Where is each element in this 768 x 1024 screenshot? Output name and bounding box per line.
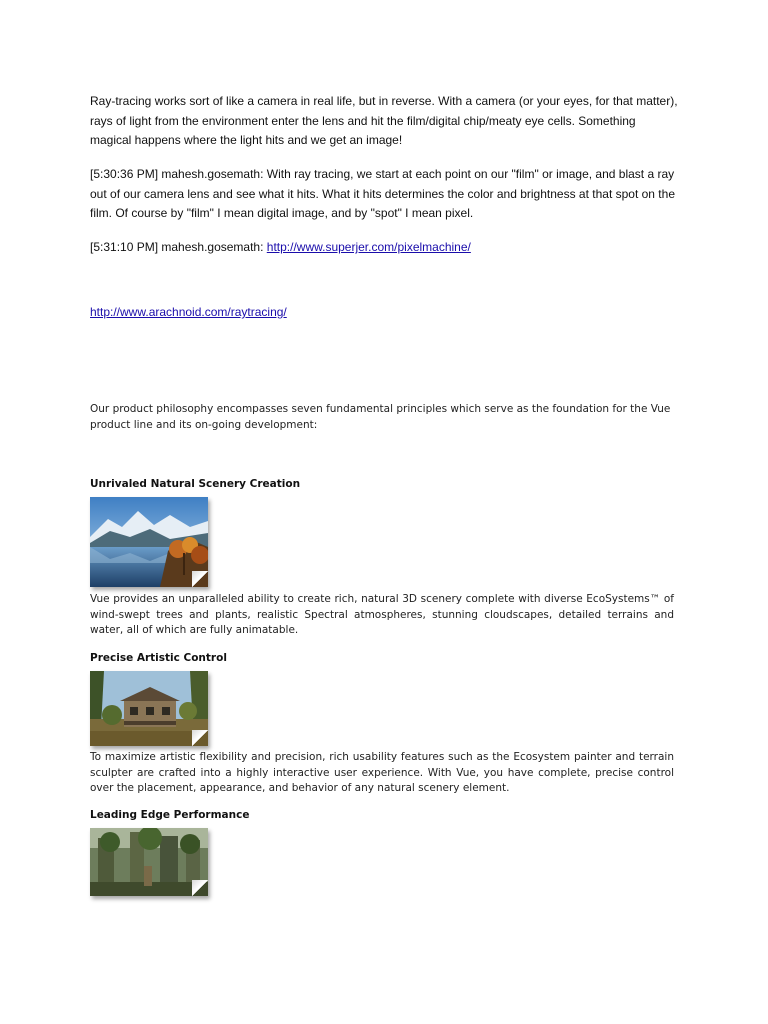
chat-message-2-prefix: [5:31:10 PM] mahesh.gosemath:: [90, 240, 267, 254]
lake-mountain-image: [90, 497, 208, 587]
page-curl-icon: [192, 880, 208, 896]
chat-message-2: [90, 238, 680, 258]
arachnoid-link[interactable]: http://www.arachnoid.com/raytracing/: [90, 305, 287, 319]
philosophy-paragraph: Our product philosophy encompasses seven fundamental principles which serve as the foundation for the Vue product line and its on-going development:: [90, 403, 671, 431]
forest-house-image: [90, 671, 208, 746]
superjer-link[interactable]: http://www.superjer.com/pixelmachine/: [266, 240, 471, 254]
section-body-scenery: Vue provides an unparalleled ability to create rich, natural 3D scenery complete with diverse EcoSystems™ of wind-swept trees and plants, realistic Spectral atmospheres, stunning cloudscapes, detailed terrains and water, all of which are fully animatable.: [90, 593, 674, 636]
section-heading-scenery: Unrivaled Natural Scenery Creation: [90, 478, 301, 490]
section-heading-control: Precise Artistic Control: [90, 652, 227, 664]
page-curl-icon: [192, 571, 208, 587]
section-heading-performance: Leading Edge Performance: [90, 809, 250, 821]
page-curl-icon: [192, 730, 208, 746]
intro-paragraph: Ray-tracing works sort of like a camera in real life, but in reverse. With a camera (or your eyes, for that matter), rays of light from the environment enter the lens and hit the film/digital chip/meaty eye cells. Something magical happens where the light hits and we get an image!: [90, 94, 678, 147]
ruins-jungle-image: [90, 828, 208, 896]
section-body-control: To maximize artistic flexibility and precision, rich usability features such as the Ecosystem painter and terrain sculpter are crafted into a highly interactive user experience. With Vue, you have complete, precise control over the placement, appearance, and behavior of any natural scenery element.: [90, 751, 674, 794]
chat-message-1: [5:30:36 PM] mahesh.gosemath: With ray tracing, we start at each point on our "film" or image, and blast a ray out of our camera lens and see what it hits. What it hits determines the color and brightness at that spot on the film. Of course by "film" I mean digital image, and by "spot" I mean pixel.: [90, 167, 675, 220]
